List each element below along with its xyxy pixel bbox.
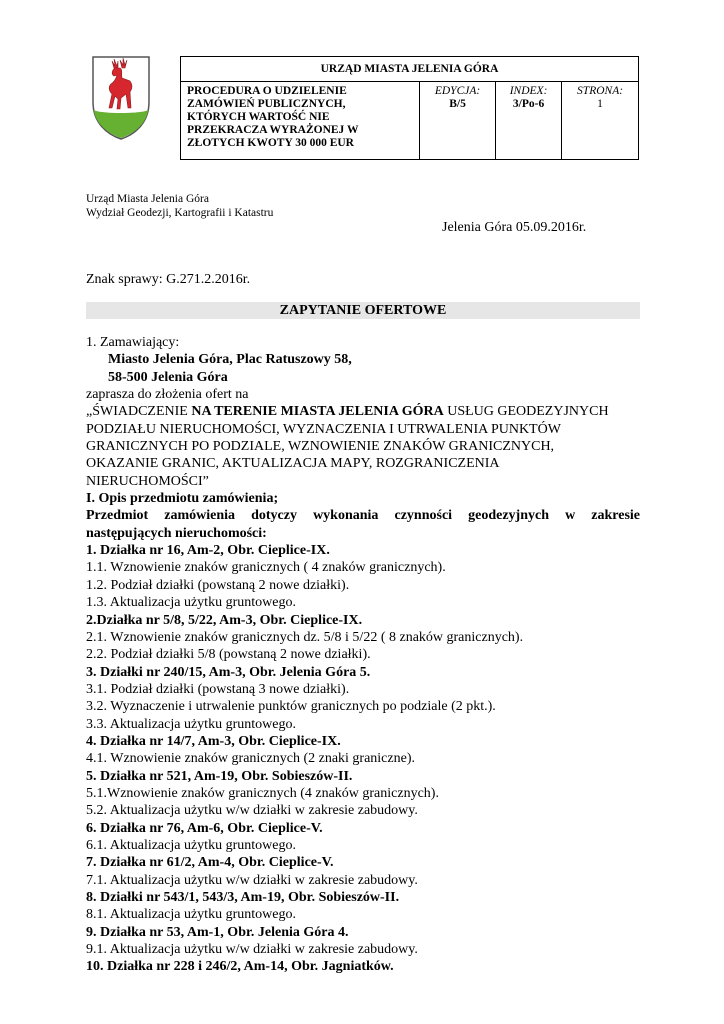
parcel-task: 7.1. Aktualizacja użytku w/w działki w zakresie zabudowy.	[86, 872, 418, 888]
procedure-line: KTÓRYCH WARTOŚĆ NIE	[187, 111, 330, 123]
parcel-task: 5.1.Wznowienie znaków granicznych (4 znaków granicznych).	[86, 785, 439, 801]
parcel-task: 2.2. Podział działki 5/8 (powstaną 2 nowe działki).	[86, 647, 371, 663]
procedure-line: PROCEDURA O UDZIELENIE	[187, 85, 347, 97]
document-header-table	[180, 56, 639, 160]
invitation-text: zaprasza do złożenia ofert na	[86, 387, 249, 403]
procedure-line: ZAMÓWIEŃ PUBLICZNYCH,	[187, 98, 346, 110]
parcel-title: 8. Działki nr 543/1, 543/3, Am-19, Obr. Sobieszów-II.	[86, 890, 400, 905]
parcel-task: 3.2. Wyznaczenie i utrwalenie punktów granicznych po podziale (2 pkt.).	[86, 699, 496, 715]
service-description-line: GRANICZNYCH PO PODZIALE, WZNOWIENIE ZNAKÓW GRANICZNYCH,	[86, 439, 555, 455]
service-description-line: NIERUCHOMOŚCI”	[86, 473, 209, 489]
parcel-task: 8.1. Aktualizacja użytku gruntowego.	[86, 907, 296, 923]
parcel-task: 4.1. Wznowienie znaków granicznych (2 znaki graniczne).	[86, 751, 415, 767]
parcel-task: 1.1. Wznowienie znaków granicznych ( 4 znaków granicznych).	[86, 560, 446, 576]
service-description-first-line	[86, 403, 640, 420]
ordering-party-postcode: 58-500 Jelenia Góra	[108, 369, 228, 385]
parcel-title: 4. Działka nr 14/7, Am-3, Obr. Cieplice-IX.	[86, 733, 341, 749]
index-cell	[496, 82, 562, 160]
service-post: USŁUG GEODEZYJNYCH	[443, 404, 609, 420]
parcel-title: 2.Działka nr 5/8, 5/22, Am-3, Obr. Cieplice-IX.	[86, 612, 363, 628]
service-area: NA TERENIE MIASTA JELENIA GÓRA	[191, 404, 444, 420]
parcel-task: 9.1. Aktualizacja użytku w/w działki w zakresie zabudowy.	[86, 942, 418, 958]
parcel-list	[86, 542, 640, 976]
index-label: INDEX:	[509, 85, 548, 97]
section-title: I. Opis przedmiotu zamówienia;	[86, 491, 279, 507]
parcel-task: 3.1. Podział działki (powstaną 3 nowe działki).	[86, 681, 350, 697]
city-crest-logo	[90, 54, 152, 140]
ordering-party-address: Miasto Jelenia Góra, Plac Ratuszowy 58,	[108, 352, 352, 368]
edition-label: EDYCJA:	[434, 85, 481, 97]
office-name: URZĄD MIASTA JELENIA GÓRA	[181, 57, 639, 82]
parcel-task: 5.2. Aktualizacja użytku w/w działki w zakresie zabudowy.	[86, 803, 418, 819]
parcel-title: 6. Działka nr 76, Am-6, Obr. Cieplice-V.	[86, 820, 323, 836]
edition-value: B/5	[449, 98, 466, 110]
parcel-title: 1. Działka nr 16, Am-2, Obr. Cieplice-IX.	[86, 543, 330, 559]
sender-block	[86, 192, 273, 220]
ordering-party-label: 1. Zamawiający:	[86, 335, 180, 350]
service-description-line: OKAZANIE GRANIC, AKTUALIZACJA MAPY, ROZGRANICZENIA	[86, 456, 500, 472]
case-number: Znak sprawy: G.271.2.2016r.	[86, 272, 251, 287]
parcel-task: 2.1. Wznowienie znaków granicznych dz. 5/8 i 5/22 ( 8 znaków granicznych).	[86, 629, 524, 645]
sender-office: Urząd Miasta Jelenia Góra	[86, 193, 209, 205]
index-value: 3/Po-6	[512, 98, 545, 110]
parcel-title: 9. Działka nr 53, Am-1, Obr. Jelenia Góra 4.	[86, 924, 349, 940]
service-pre: „ŚWIADCZENIE	[86, 404, 192, 420]
parcel-title: 5. Działka nr 521, Am-19, Obr. Sobieszów-II.	[86, 768, 353, 784]
procedure-line: ZŁOTYCH KWOTY 30 000 EUR	[187, 137, 354, 149]
parcel-task: 6.1. Aktualizacja użytku gruntowego.	[86, 837, 296, 853]
page-cell	[562, 82, 639, 160]
subject-description-line: następujących nieruchomości:	[86, 525, 267, 541]
parcel-task: 3.3. Aktualizacja użytku gruntowego.	[86, 716, 296, 732]
place-and-date: Jelenia Góra 05.09.2016r.	[442, 220, 587, 235]
page-label: STRONA:	[577, 85, 624, 97]
document-body	[86, 334, 640, 976]
sender-department: Wydział Geodezji, Kartografii i Katastru	[86, 207, 274, 219]
procedure-line: PRZEKRACZA WYRAŻONEJ W	[187, 124, 359, 136]
service-description-line: PODZIAŁU NIERUCHOMOŚCI, WYZNACZENIA I UTRWALENIA PUNKTÓW	[86, 421, 561, 437]
parcel-task: 1.2. Podział działki (powstaną 2 nowe działki).	[86, 577, 350, 593]
page-value: 1	[597, 98, 603, 110]
parcel-title: 3. Działki nr 240/15, Am-3, Obr. Jelenia Góra 5.	[86, 664, 371, 680]
document-heading: ZAPYTANIE OFERTOWE	[86, 302, 640, 319]
parcel-task: 1.3. Aktualizacja użytku gruntowego.	[86, 595, 296, 611]
parcel-title: 10. Działka nr 228 i 246/2, Am-14, Obr. Jagniatków.	[86, 959, 394, 975]
procedure-title	[181, 82, 420, 160]
edition-cell	[420, 82, 496, 160]
parcel-title: 7. Działka nr 61/2, Am-4, Obr. Cieplice-V.	[86, 855, 334, 871]
subject-description-line: Przedmiot zamówienia dotyczy wykonania czynności geodezyjnych w zakresie	[86, 508, 640, 524]
